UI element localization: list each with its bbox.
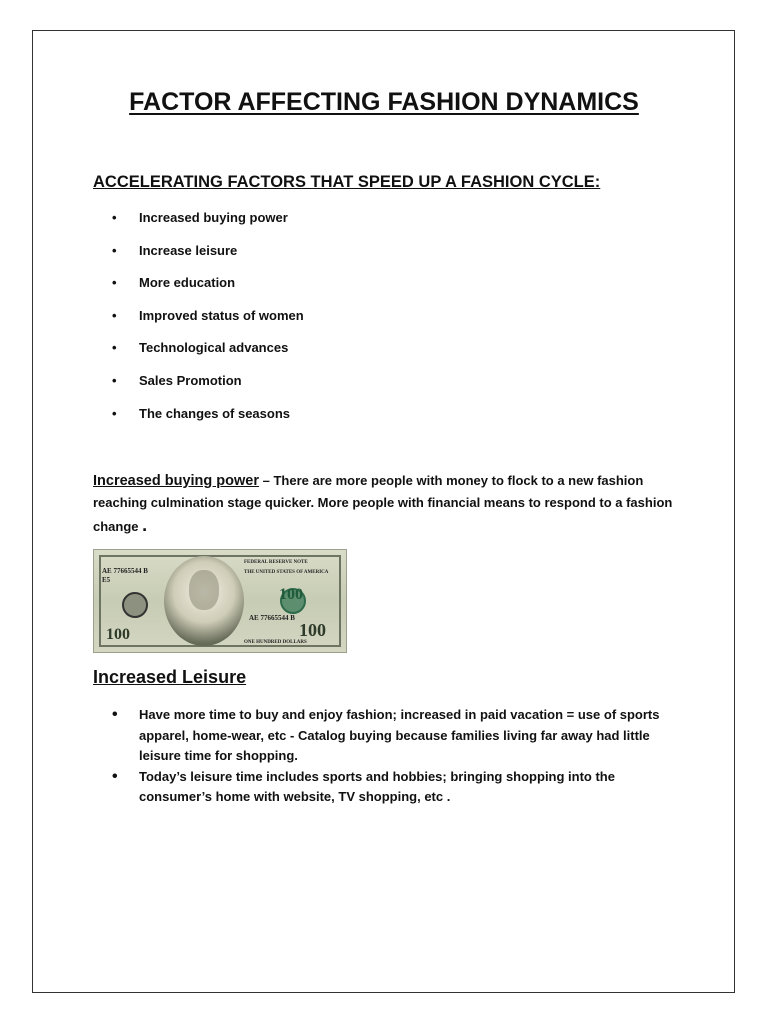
list-item-text: The changes of seasons — [139, 405, 290, 421]
bill-face — [189, 570, 219, 610]
bullet-icon: • — [112, 275, 117, 291]
bill-denomination-green: 100 — [279, 586, 303, 603]
bill-seal-icon — [122, 592, 148, 618]
page-title: FACTOR AFFECTING FASHION DYNAMICS — [129, 88, 639, 116]
list-item-text: More education — [139, 275, 236, 291]
bill-denomination: 100 — [299, 620, 326, 640]
list-item-text: Have more time to buy and enjoy fashion; increased in paid vacation = use of sports apparel, home-wear, etc - Catalog buying because families living far away had little leisure time for shopping. — [139, 707, 660, 763]
list-item-text: Improved status of women — [139, 307, 304, 323]
bullet-icon: • — [112, 242, 117, 258]
list-item-text: Increase leisure — [139, 242, 238, 258]
bill-serial-2: AE 77665544 B — [249, 614, 295, 622]
list-item-text: Increased buying power — [139, 210, 288, 225]
accelerating-factors-list — [112, 210, 304, 438]
list-item — [112, 705, 672, 767]
bullet-icon: • — [112, 372, 117, 388]
bullet-icon: • — [112, 767, 118, 785]
list-item — [112, 767, 672, 808]
bill-serial: AE 77665544 B — [102, 567, 148, 575]
buying-power-paragraph — [93, 470, 693, 538]
list-item — [112, 340, 304, 373]
increased-leisure-heading: Increased Leisure — [93, 667, 247, 687]
bill-country: THE UNITED STATES OF AMERICA — [244, 570, 329, 575]
list-item-text: Sales Promotion — [139, 372, 242, 388]
bill-denomination-corner: 100 — [106, 626, 130, 643]
list-item — [112, 210, 304, 243]
buying-power-end: . — [142, 515, 148, 535]
list-item — [112, 373, 304, 406]
list-item-text: Technological advances — [139, 340, 289, 356]
list-item — [112, 308, 304, 341]
bill-denomination-words: ONE HUNDRED DOLLARS — [244, 640, 307, 645]
list-item — [112, 243, 304, 276]
bill-header: FEDERAL RESERVE NOTE — [244, 560, 308, 565]
list-item-text: Today’s leisure time includes sports and hobbies; bringing shopping into the consumer’s home with website, TV shopping, etc . — [139, 768, 615, 804]
bill-code: E5 — [102, 576, 111, 584]
list-item — [112, 275, 304, 308]
accelerating-factors-heading: ACCELERATING FACTORS THAT SPEED UP A FASHION CYCLE: — [93, 173, 601, 191]
leisure-points-list — [112, 705, 672, 808]
bullet-icon: • — [112, 405, 117, 421]
list-item — [112, 406, 304, 439]
bullet-icon: • — [112, 340, 117, 356]
hundred-dollar-bill-image — [93, 549, 347, 653]
bullet-icon: • — [112, 210, 117, 225]
buying-power-body: – There are more people with money to flock to a new fashion reaching culmination stage quicker. More people with financial means to respond to a fashion change — [93, 473, 673, 534]
bullet-icon: • — [112, 307, 117, 323]
buying-power-lead: Increased buying power — [93, 473, 259, 489]
bullet-icon: • — [112, 706, 118, 723]
